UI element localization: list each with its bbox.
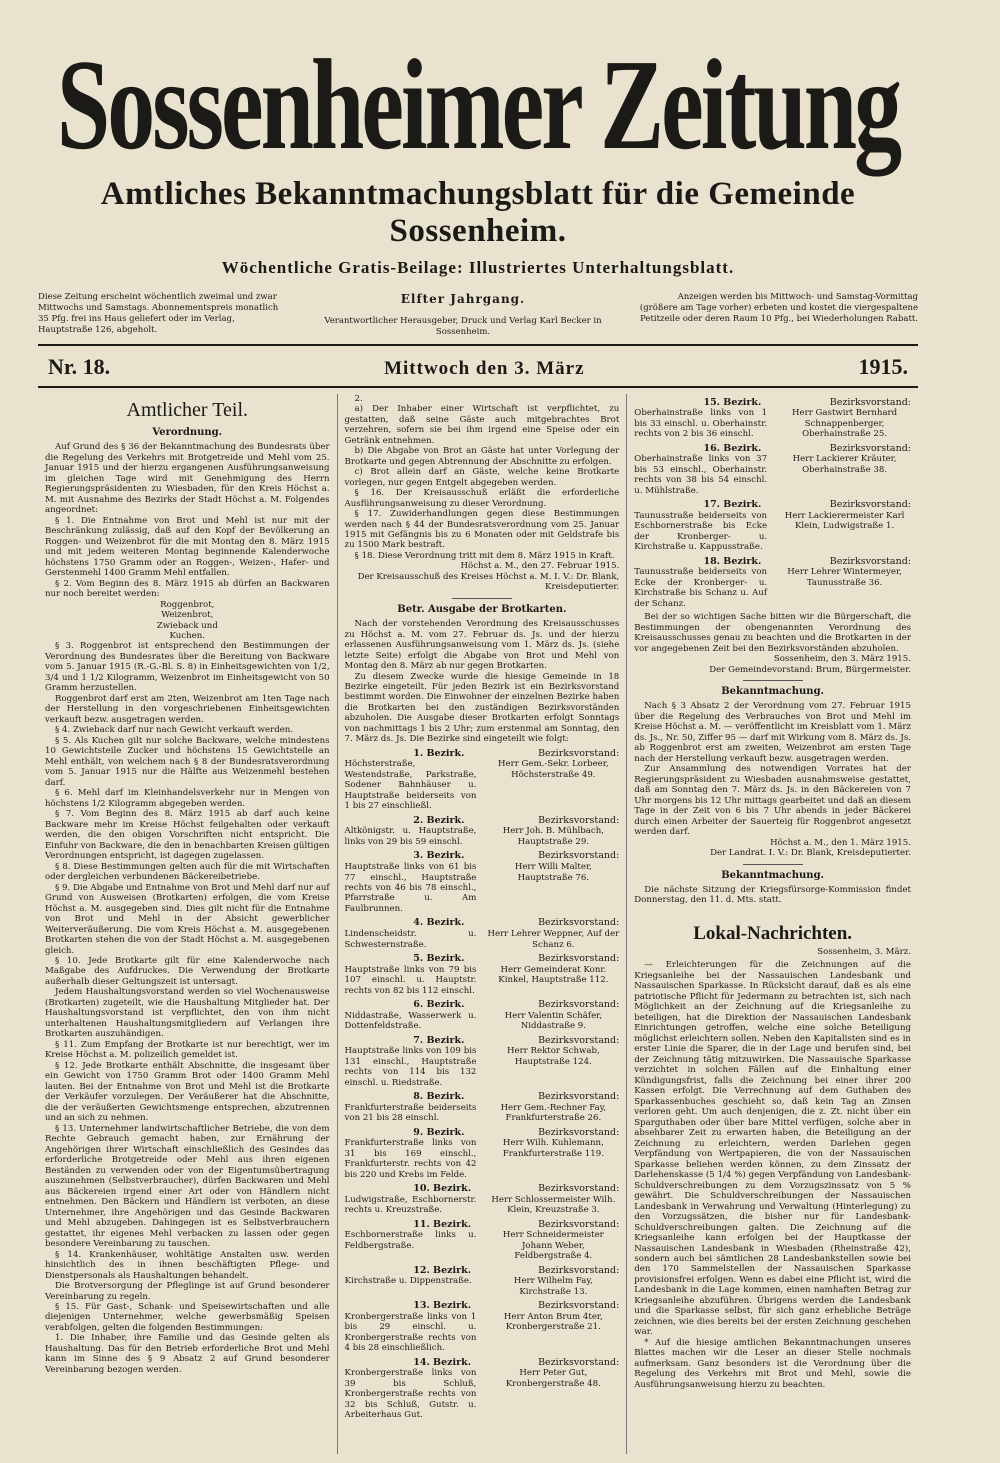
district-streets: Altkönigstr. u. Hauptstraße, links von 29 bis 59 einschl.: [344, 826, 477, 847]
paragraph: § 3. Roggenbrot ist entsprechend den Bestimmungen der Verordnung des Bundesrates über die Bereitung von Backware vom 5. Januar 1915 (R.-G.-Bl. S. 8) in Einheitsgewichten von 1/2, 3/4 und 1 1/2 Kilogramm, Weizenbrot im Einheitsgewicht von 50 Gramm herzustellen.: [45, 641, 330, 694]
district-head: Herr Rektor Schwab, Hauptstraße 124.: [506, 1046, 600, 1067]
district-row: [345, 826, 620, 847]
paragraph: § 12. Jede Brotkarte enthält Abschnitte, die insgesamt über ein Gewicht von 1750 Gramm Brot oder 1400 Gramm Mehl lauten. Bei der Entnahme von Brot und Mehl ist die Brotkarte der Verkäufer vorzulegen. Der Veräußerer hat die Abschnitte, die der veräußerten Gewichtsmenge entsprechen, abzutrennen und an sich zu nehmen.: [45, 1060, 330, 1124]
issue-number: Nr. 18.: [48, 353, 111, 379]
district-head-label: Bezirksvorstand:: [538, 1183, 620, 1195]
district-row: [345, 1368, 620, 1420]
district-list: [634, 397, 911, 610]
local-news-title: Lokal-Nachrichten.: [693, 922, 853, 944]
paragraph: § 7. Vom Beginn des 8. März 1915 ab darf auch keine Backware mehr im Kreise Höchst feilgehalten oder verkauft werden, die den obigen Vorschriften nicht entspricht. Die Einfuhr von Backware, die den in benachbarten Kreisen gültigen Verordnungen entspricht, ist dagegen zugelassen.: [45, 809, 330, 862]
paragraph: § 4. Zwieback darf nur nach Gewicht verkauft werden.: [55, 725, 294, 736]
district-entry: [345, 1265, 620, 1298]
announcement-text: Die nächste Sitzung der Kriegsfürsorge-Kommission findet Donnerstag, den 11. d. Mts. statt.: [634, 884, 911, 906]
dateline: [38, 346, 918, 386]
district-head-label: Bezirksvorstand:: [829, 499, 911, 511]
district-name: 9. Bezirk.: [413, 1126, 465, 1138]
district-row: [345, 1312, 620, 1354]
district-head-label: Bezirksvorstand:: [538, 999, 620, 1011]
closing-date: Sossenheim, den 3. März 1915.: [773, 654, 911, 665]
separator: [452, 598, 512, 599]
district-header: [345, 815, 620, 827]
district-row: [345, 862, 620, 914]
district-header: [634, 397, 911, 409]
district-header: [634, 556, 911, 568]
district-name: 18. Bezirk.: [703, 555, 762, 567]
district-streets: Höchsterstraße, Westendstraße, Parkstraße, Sodener Bahnhäuser u. Hauptstraße beiderseits von 1 bis 27 einschließl.: [344, 759, 477, 812]
article-heading: Bekanntmachung.: [721, 869, 825, 881]
paragraph: § 18. Diese Verordnung tritt mit dem 8. März 1915 in Kraft.: [354, 550, 615, 561]
district-header: [345, 953, 620, 965]
paragraph: c) Brot allein darf an Gäste, welche keine Brotkarte vorlegen, nur gegen Entgelt abgegeben werden.: [344, 467, 620, 488]
column-1-body: [45, 442, 330, 1375]
info-ads: Anzeigen werden bis Mittwoch- und Samstag-Vormittag (größere am Tage vorher) erbeten und kostet die viergespaltene Petitzeile oder deren Raum 10 Pfg., bei Wiederholungen Rabatt.: [639, 292, 918, 325]
district-row: [345, 1195, 620, 1216]
district-row: [345, 759, 620, 811]
district-streets: Frankfurterstraße beiderseits von 21 bis 28 einschl.: [344, 1102, 477, 1124]
district-row: [634, 511, 911, 553]
paragraph: § 8. Diese Bestimmungen gelten auch für die mit Wirtschaften oder dergleichen verbundenen Bäckereibetriebe.: [45, 861, 330, 883]
district-name: 7. Bezirk.: [413, 1034, 465, 1046]
district-head: Herr Schneidermeister Johann Weber, Feldbergstraße 4.: [502, 1230, 604, 1262]
announcement-text: Nach § 3 Absatz 2 der Verordnung vom 27. Februar 1915 über die Regelung des Verbrauches von Brot und Mehl im Kreise Höchst a. M. — veröffentlicht im Kreisblatt vom 1. März ds. Js., Nr. 50, Ziffer 95 — darf mit Wirkung vom 8. März ds. Js. ab Roggenbrot erst am zweiten, Weizenbrot am ersten Tage nach der Herstellung verkauft bezw. ausgetragen werden.: [634, 701, 911, 764]
district-header: [345, 1091, 620, 1103]
paragraph: Auf Grund des § 36 der Bekanntmachung des Bundesrats über die Regelung des Verkehrs mit Brotgetreide und Mehl vom 25. Januar 1915 und der hierzu ergangenen Ausführungsanweisung im gleichen Tage wird mit Genehmigung des Herrn Regierungspräsidenten zu Wiesbaden, für den Kreis Höchst a. M. mit Ausnahme des Bezirks der Stadt Höchst a. M. Folgendes angeordnet:: [45, 442, 330, 516]
district-entry: [345, 1091, 620, 1124]
district-streets: Kronbergerstraße links von 39 bis Schluß, Kronbergerstraße rechts von 32 bis Schluß, Gutstr. u. Arbeiterhaus Gut.: [344, 1368, 477, 1421]
district-name: 12. Bezirk.: [413, 1264, 472, 1276]
district-header: [345, 1265, 620, 1277]
district-streets: Oberhainstraße links von 1 bis 33 einschl. u. Oberhainstr. rechts von 2 bis 36 einschl.: [634, 408, 768, 440]
district-head: Herr Lehrer Weppner, Auf der Schanz 6.: [487, 929, 620, 950]
district-head-label: Bezirksvorstand:: [538, 1034, 620, 1046]
district-streets: Frankfurterstraße links von 31 bis 169 einschl., Frankfurterstr. rechts von 42 bis 220 und Krebs im Felde.: [344, 1138, 477, 1180]
paragraph: Nach der vorstehenden Verordnung des Kreisausschusses zu Höchst a. M. vom 27. Februar ds. Js. und der hierzu erlassenen Ausführungsanweisung vom 1. März ds. Js. (siehe letzte Seite) erfolgt die Abgabe von Brot und Mehl von Montag den 8. März ab nur gegen Brotkarten.: [344, 619, 620, 672]
separator: [743, 680, 803, 681]
district-name: 5. Bezirk.: [413, 952, 465, 964]
masthead: Sossenheimer Zeitung: [56, 31, 900, 177]
paragraph: § 11. Zum Empfang der Brotkarte ist nur berechtigt, wer im Kreise Höchst a. M. polizeilich gemeldet ist.: [45, 1039, 330, 1061]
district-header: [634, 443, 911, 455]
district-head-label: Bezirksvorstand:: [538, 1091, 620, 1103]
district-head-label: Bezirksvorstand:: [538, 952, 620, 964]
district-streets: Ludwigstraße, Eschbornerstr. rechts u. Kreuzstraße.: [344, 1194, 477, 1216]
district-header: [345, 999, 620, 1011]
column-1: [38, 394, 338, 1454]
district-name: 16. Bezirk.: [703, 442, 762, 454]
local-news-note: * Auf die hiesige amtlichen Bekanntmachungen unseres Blattes machen wir die Leser an dieser Stelle nochmals aufmerksam. Ganz besonders ist die Verordnung über die Regelung des Verkehrs mit Brot und Mehl, sowie die Ausführungsanweisung hierzu zu beachten.: [634, 1337, 911, 1390]
district-name: 14. Bezirk.: [413, 1356, 472, 1368]
district-entry: [345, 815, 620, 848]
district-row: [345, 1230, 620, 1261]
paragraph: § 16. Der Kreisausschuß erläßt die erforderliche Ausführungsanweisung zu dieser Verordnung.: [344, 488, 620, 509]
district-row: [345, 1011, 620, 1032]
district-head: Herr Wilhelm Fay, Kirchstraße 13.: [513, 1276, 593, 1297]
district-name: 10. Bezirk.: [413, 1183, 472, 1195]
district-streets: Kirchstraße u. Dippenstraße.: [344, 1276, 472, 1287]
district-streets: Kronbergerstraße links von 1 bis 29 einschl. u. Kronbergerstraße rechts von 4 bis 28 einschließlich.: [344, 1311, 477, 1354]
announcement-date: Höchst a. M., den 1. März 1915.: [770, 837, 911, 848]
paragraph: Zu diesem Zwecke wurde die hiesige Gemeinde in 18 Bezirke eingeteilt. Für jeden Bezirk ist ein Bezirksvorstand bestimmt worden. Die Einwohner der einzelnen Bezirke haben die Brotkarten bei den zuständigen Bezirksvorständen abzuholen. Die Ausgabe dieser Brotkarten erfolgt Sonntags von nachmittags 1 bis 2 Uhr; zum erstenmal am Sonntag, den 7. März ds. Js. Die Bezirke sind eingeteilt wie folgt:: [344, 671, 620, 745]
paragraph: 1. Die Inhaber, ihre Familie und das Gesinde gelten als Haushaltung. Das für den Betrieb erforderliche Brot und Mehl kann im Sinne des § 9 Absatz 2 auf Grund besonderer Vereinbarung bezogen werden.: [45, 1333, 330, 1375]
signature-date: Höchst a. M., den 27. Februar 1915.: [460, 561, 620, 572]
paragraph: 2.: [354, 393, 363, 404]
paragraph: Jedem Haushaltungsvorstand werden so viel Wochenausweise (Brotkarten) zugeteilt, wie die Haushaltung Mitglieder hat. Der Haushaltungsvorstand ist verpflichtet, den von ihm nicht unterhaltenen Haushaltungsmitgliedern auf Verlangen ihre Brotkarten auszuhändigen.: [45, 987, 330, 1040]
announcement-signature: Der Landrat. I. V.: Dr. Blank, Kreisdeputierter.: [710, 848, 911, 859]
paragraph: § 9. Die Abgabe und Entnahme von Brot und Mehl darf nur auf Grund von Ausweisen (Brotkarten) erfolgen, die vom Kreise Höchst a. M. ausgegeben sind. Dies gilt nicht für die Entnahme von Brot und Mehl in der Absicht gewerblicher Weiterveräußerung. Die vom Kreis Höchst a. M. ausgegebenen Brotkarten stehen die von der Stadt Höchst a. M. ausgegebenen gleich.: [45, 882, 330, 956]
district-head-label: Bezirksvorstand:: [829, 555, 911, 567]
district-entry: [345, 850, 620, 914]
district-streets: Lindenscheidstr. u. Schwesternstraße.: [344, 929, 477, 950]
district-head-label: Bezirksvorstand:: [538, 850, 620, 862]
paragraph: Roggenbrot,: [160, 599, 215, 610]
district-header: [345, 1127, 620, 1139]
district-name: 1. Bezirk.: [413, 747, 465, 759]
district-row: [345, 965, 620, 996]
district-head: Herr Peter Gut, Kronbergerstraße 48.: [505, 1368, 601, 1389]
district-head-label: Bezirksvorstand:: [538, 1264, 620, 1276]
district-row: [634, 408, 911, 439]
paragraph: § 17. Zuwiderhandlungen gegen diese Bestimmungen werden nach § 44 der Bundesratsverordnung vom 25. Januar 1915 mit Gefängnis bis zu 6 Monaten oder mit Geldstrafe bis zu 1500 Mark bestraft.: [344, 509, 620, 551]
district-row: [634, 454, 911, 496]
district-name: 3. Bezirk.: [413, 850, 465, 862]
district-streets: Hauptstraße links von 79 bis 107 einschl. u. Hauptstr. rechts von 82 bis 112 einschl.: [344, 964, 477, 996]
district-header: [345, 917, 620, 929]
district-streets: Hauptstraße links von 109 bis 131 einschl., Hauptstraße rechts von 114 bis 132 einschl. u. Riedstraße.: [344, 1046, 477, 1088]
district-streets: Oberhainstraße links von 37 bis 53 einschl., Oberhainstr. rechts von 38 bis 54 einschl. u. Mühlstraße.: [634, 454, 768, 496]
separator: [743, 864, 803, 865]
column-2-body-2: [345, 619, 620, 745]
district-streets: Niddastraße, Wasserwerk u. Dottenfeldstraße.: [344, 1010, 477, 1032]
district-name: 2. Bezirk.: [413, 814, 465, 826]
district-entry: [634, 499, 911, 553]
paragraph: b) Die Abgabe von Brot an Gäste hat unter Vorlegung der Brotkarte und gegen Abtrennung der Abschnitte zu erfolgen.: [344, 446, 620, 467]
district-entry: [345, 999, 620, 1032]
district-name: 4. Bezirk.: [413, 917, 465, 929]
paragraph: § 2. Vom Beginn des 8. März 1915 ab dürfen an Backwaren nur noch bereitet werden:: [45, 578, 330, 600]
paragraph: Weizenbrot,: [161, 610, 214, 621]
paragraph: Roggenbrot darf erst am 2ten, Weizenbrot am 1ten Tage nach der Herstellung in den vorgeschriebenen Einheitsgewichten verkauft bezw. ausgetragen werden.: [45, 693, 330, 725]
signature-authority: Der Kreisausschuß des Kreises Höchst a. M. I. V.: Dr. Blank, Kreisdeputierter.: [357, 571, 620, 593]
closing-signature: Der Gemeindevorstand: Brum, Bürgermeister.: [709, 664, 911, 675]
district-entry: [634, 397, 911, 440]
paragraph: § 13. Unternehmer landwirtschaftlicher Betriebe, die von dem Rechte Gebrauch gemacht haben, zur Ernährung der Angehörigen ihrer Wirtschaft einschließlich des Gesindes das erforderliche Brotgetreide oder Mehl aus ihren eigenen Beständen zu verwenden oder von der Eigentumsübertragung auszunehmen (Selbstverbraucher), dürfen Backwaren und Mehl aus Bäckereien irgend einer Art oder von Händlern nicht entnehmen. Den Bäckern und Händlern ist verboten, an diese Unternehmer, ihre Angehörigen und das Gesinde Backwaren und Mehl abzugeben. Dahingegen ist es Selbstverbrauchern gestattet, ihr eigenes Mehl verbacken zu lassen oder gegen besondere Vereinbarung zu tauschen.: [45, 1123, 330, 1250]
district-head-label: Bezirksvorstand:: [829, 396, 911, 408]
district-header: [345, 1183, 620, 1195]
district-header: [345, 850, 620, 862]
column-2-body: [345, 394, 620, 562]
district-head: Herr Schlossermeister Wilh. Klein, Kreuzstraße 3.: [491, 1194, 616, 1216]
issue-year: 1915.: [858, 353, 908, 379]
paragraph: § 10. Jede Brotkarte gilt für eine Kalenderwoche nach Maßgabe des Aufdruckes. Die Verwendung der Brotkarte außerhalb dieser Geltungszeit ist untersagt.: [45, 956, 330, 987]
article-heading: Verordnung.: [152, 427, 223, 439]
bottom-rule: [38, 386, 918, 388]
local-news-dateline: Sossenheim, 3. März.: [817, 946, 911, 957]
district-head: Herr Wilh. Kuhlemann, Frankfurterstraße 119.: [502, 1138, 604, 1159]
publisher-info: Verantwortlicher Herausgeber, Druck und Verlag Karl Becker in Sossenheim.: [324, 315, 602, 337]
district-head: Herr Joh. B. Mühlbach, Hauptstraße 29.: [502, 826, 604, 847]
column-2: [338, 394, 628, 1454]
district-head-label: Bezirksvorstand:: [538, 814, 620, 826]
district-row: [345, 929, 620, 950]
district-row: [345, 1138, 620, 1180]
district-header: [634, 499, 911, 511]
district-row: [345, 1103, 620, 1124]
district-header: [345, 1035, 620, 1047]
info-subscription: Diese Zeitung erscheint wöchentlich zweimal und zwar Mittwochs und Samstags. Abonnementspreis monatlich 35 Pfg. frei ins Haus geliefert oder im Verlag, Hauptstraße 126, abgeholt.: [38, 292, 279, 336]
paragraph: Kuchen.: [169, 630, 205, 641]
district-streets: Eschbornerstraße links u. Feldbergstraße.: [344, 1230, 477, 1251]
district-head: Herr Gastwirt Bernhard Schnappenberger, Oberhainstraße 25.: [792, 408, 898, 440]
newspaper-page: [38, 20, 918, 1440]
subtitle: Amtliches Bekanntmachungsblatt für die Gemeinde Sossenheim.: [100, 176, 856, 249]
local-news-text: — Erleichterungen für die Zeichnungen auf die Kriegsanleihe bei der Nassauischen Landesbank und Nassauischen Sparkasse. In Rücksicht darauf, daß es als eine patriotische Pflicht für Jedermann zu betrachten ist, sich nach Möglichkeit an der Zeichnung auf die Kriegsanleihe zu beteiligen, hat die Direktion der Nassauischen Landesbank Einrichtungen getroffen, welche eine solche Beteiligung möglichst erleichtern sollen. Neben den Kapitalisten sind es in erster Linie die Sparer, die in der Lage und berufen sind, bei der Zeichnung tätig mitzuwirken. Die Nassauische Sparkasse verzichtet in solchen Fällen auf die Einhaltung einer Kündigungsfrist, falls die Zeichnung bei einer ihrer 200 Kassen erfolgt. Die Verrechnung auf dem Guthaben des Sparkassenbuches geschieht so, daß kein Tag an Zinsen verloren geht. Um auch denjenigen, die z. Zt. nicht über ein Sparguthaben oder über bare Mittel verfügen, solche aber in absehbarer Zeit zu erwarten haben, die Beteiligung an der Zeichnung zu erleichtern, werden Darlehen gegen Verpfändung von Wertpapieren, die von der Nassauischen Sparkasse beliehen werden können, zu dem Zinssatz der Darlehenskasse (5 1/4 %) gegen Verpfändung von Landesbank-Schuldverschreibungen zu dem Vorzugszinssatz von 5 % gewährt. Die Schuldverschreibungen der Nassauischen Landesbank in Verwahrung und Verwaltung (Hinterlegung) zu den Vorzugssätzen, die bisher nur für Landesbank-Schuldverschreibungen galten. Die Zeichnung auf die Kriegsanleihe kann erfolgen bei der Hauptkasse der Nassauischen Landesbank in Wiesbaden (Rheinstraße 42), sondern auch bei sämtlichen 28 Landesbankstellen sowie bei den 170 Sammelstellen der Nassauischen Sparkasse provisionsfrei erfolgen. Wenn es dabei eine Pflicht ist, wird die Landesbank in die Lage kommen, einen namhaften Betrag zur Kriegsanleihe abzuführen. Übrigens werden die Landesbank und die Sparkasse selbst, für sich ganz erhebliche Beträge zeichnen, wie dies bereits bei der ersten Zeichnung geschehen war.: [634, 960, 911, 1338]
district-head-label: Bezirksvorstand:: [538, 1356, 620, 1368]
paragraph: § 14. Krankenhäuser, wohltätige Anstalten usw. werden hinsichtlich des in ihnen beschäftigten Pflege- und Dienstpersonals als Haushaltungen behandelt.: [45, 1249, 330, 1281]
district-head: Herr Valentin Schäfer, Niddastraße 9.: [504, 1010, 603, 1032]
district-entry: [345, 1357, 620, 1421]
district-head-label: Bezirksvorstand:: [829, 442, 911, 454]
district-header: [345, 1219, 620, 1231]
district-entry: [634, 556, 911, 610]
district-name: 6. Bezirk.: [413, 999, 465, 1011]
district-entry: [345, 1300, 620, 1354]
district-entry: [345, 1183, 620, 1216]
closing-text: Bei der so wichtigen Sache bitten wir die Bürgerschaft, die Bestimmungen der obengenannten Verordnung des Kreisausschusses genau zu beachten und die Brotkarten in der vor angegebenen Zeit bei den Bezirksvorständen abzuholen.: [634, 612, 911, 654]
district-entry: [634, 443, 911, 497]
issue-date: Mittwoch den 3. März: [384, 357, 585, 379]
district-row: [345, 1046, 620, 1088]
district-name: 11. Bezirk.: [413, 1218, 472, 1230]
district-head-label: Bezirksvorstand:: [538, 747, 620, 759]
section-title: Amtlicher Teil.: [126, 398, 249, 421]
district-list: [345, 748, 620, 1421]
announcement-text: Zur Ansammlung des notwendigen Vorrates hat der Regierungspräsident zu Wiesbaden ausnahmsweise gestattet, daß am Sonntag den 7. März ds. Js. in den Bäckereien von 7 Uhr morgens bis 12 Uhr mittags gearbeitet und daß an diesem Tage in der Zeit von 6 bis 7 Uhr abends in jeder Bäckerei durch einen Arbeiter der Sauerteig für Roggenbrot angesetzt werden darf.: [634, 764, 911, 838]
district-entry: [345, 1127, 620, 1181]
district-entry: [345, 917, 620, 950]
district-head: Herr Lehrer Wintermeyer, Taunusstraße 36.: [787, 567, 902, 588]
paragraph: § 6. Mehl darf im Kleinhandelsverkehr nur in Mengen von höchstens 1/2 Kilogramm abgegeben werden.: [45, 788, 330, 809]
paragraph: § 1. Die Entnahme von Brot und Mehl ist nur mit der Beschränkung zulässig, daß auf den Kopf der Bevölkerung an Roggen- und Weizenbrot für die mit Montag den 8. März 1915 und mit jedem weiteren Montag beginnende Kalenderwoche höchstens 1750 Gramm oder an Roggen-, Weizen-, Hafer- und Gerstenmehl 1400 Gramm Mehl entfallen.: [45, 515, 330, 579]
district-streets: Hauptstraße links von 61 bis 77 einschl., Hauptstraße rechts von 46 bis 78 einschl., Pfarrstraße u. Am Faulbrunnen.: [344, 862, 477, 914]
district-name: 13. Bezirk.: [413, 1300, 472, 1312]
article-heading: Betr. Ausgabe der Brotkarten.: [397, 603, 567, 615]
district-head: Herr Gem.-Rechner Fay, Frankfurterstraße 26.: [500, 1102, 607, 1124]
district-head-label: Bezirksvorstand:: [538, 1126, 620, 1138]
volume-year: Elfter Jahrgang.: [400, 292, 526, 306]
district-head: Herr Anton Brum 4ter, Kronbergerstraße 21.: [503, 1311, 603, 1333]
paragraph: Die Brotversorgung der Pfleglinge ist auf Grund besonderer Vereinbarung zu regeln.: [45, 1281, 330, 1302]
district-streets: Taunusstraße beiderseits von Ecke der Kronberger- u. Kirchstraße bis Schanz u. Auf der Schanz.: [634, 567, 768, 609]
info-bar: [38, 292, 918, 338]
district-head: Herr Lackierermeister Karl Klein, Ludwigstraße 1.: [784, 510, 905, 532]
district-entry: [345, 953, 620, 996]
district-name: 8. Bezirk.: [413, 1091, 465, 1103]
info-center: [323, 292, 603, 338]
district-head: Herr Gem.-Sekr. Lorbeer, Höchsterstraße 49.: [498, 759, 609, 780]
district-head: Herr Willi Malter, Hauptstraße 76.: [514, 862, 592, 883]
district-entry: [345, 1219, 620, 1262]
district-head-label: Bezirksvorstand:: [538, 917, 620, 929]
district-row: [634, 567, 911, 609]
article-heading: Bekanntmachung.: [721, 686, 825, 698]
paragraph: § 5. Als Kuchen gilt nur solche Backware, welche mindestens 10 Gewichtsteile Zucker und höchstens 15 Gewichtsteile an Mehl enthält, von welchem nach § 8 der Bundesratsverordnung vom 5. Januar 1915 nur die Hälfte aus Weizenmehl bestehen darf.: [45, 735, 330, 788]
district-head: Herr Lackierer Kräuter, Oberhainstraße 38.: [792, 454, 897, 475]
supplement-line: Wöchentliche Gratis-Beilage: Illustriertes Unterhaltungsblatt.: [221, 258, 735, 277]
paragraph: Zwieback und: [156, 620, 218, 631]
district-head-label: Bezirksvorstand:: [538, 1300, 620, 1312]
district-name: 15. Bezirk.: [703, 396, 762, 408]
column-3: [627, 394, 918, 1454]
district-header: [345, 1300, 620, 1312]
district-header: [345, 1357, 620, 1369]
district-entry: [345, 748, 620, 812]
district-name: 17. Bezirk.: [703, 499, 762, 511]
district-row: [345, 1276, 620, 1297]
district-header: [345, 748, 620, 760]
paragraph: § 15. Für Gast-, Schank- und Speisewirtschaften und alle diejenigen Unternehmer, welche gewerbsmäßig Speisen verabfolgen, gelten die folgenden Bestimmungen:: [45, 1301, 330, 1333]
district-head: Herr Gemeinderat Konr. Kinkel, Hauptstraße 112.: [498, 964, 609, 986]
district-streets: Taunusstraße beiderseits von Eschbornerstraße bis Ecke der Kronberger- u. Kirchstraße u. Kappusstraße.: [634, 510, 768, 553]
district-head-label: Bezirksvorstand:: [538, 1218, 620, 1230]
paragraph: a) Der Inhaber einer Wirtschaft ist verpflichtet, zu gestatten, daß seine Gäste auch mitgebrachtes Brot verzehren, sofern sie bei ihm irgend eine Speise oder ein Getränk entnehmen.: [344, 404, 620, 446]
district-entry: [345, 1035, 620, 1089]
article-columns: [38, 394, 918, 1454]
